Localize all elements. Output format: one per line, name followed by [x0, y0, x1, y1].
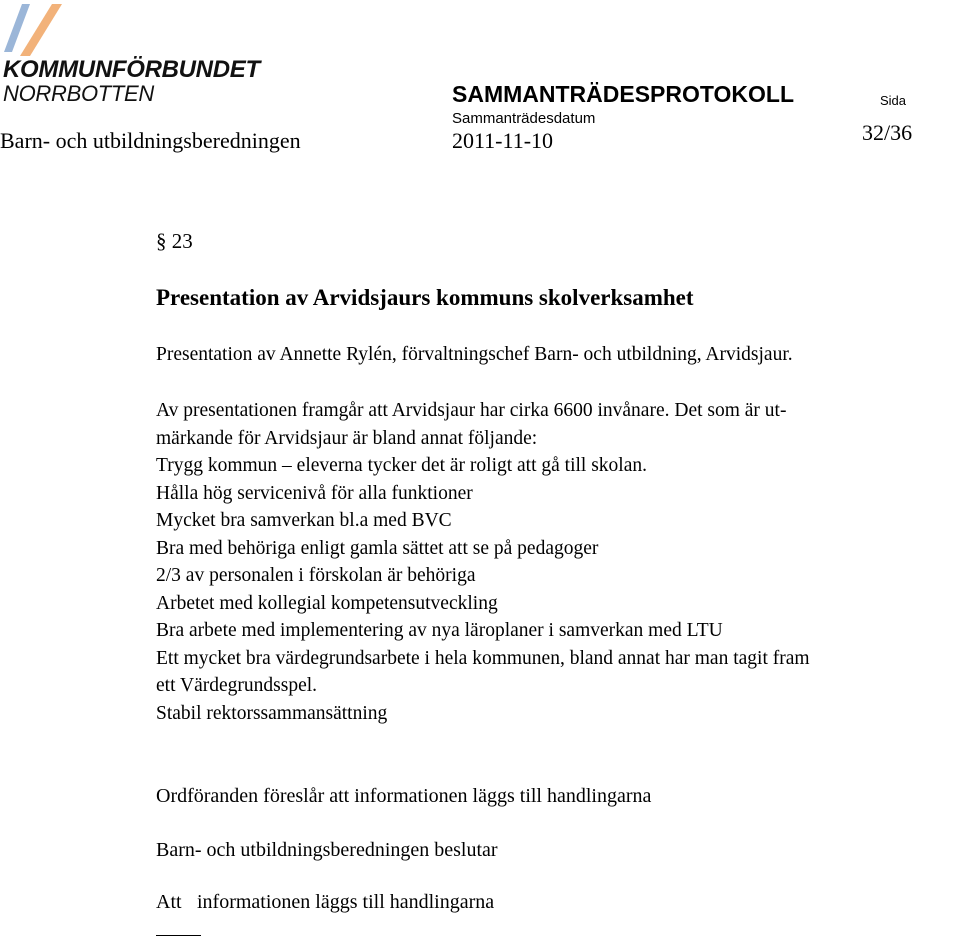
decision-text: informationen läggs till handlingarna [197, 891, 495, 913]
body-line: ett Värdegrundsspel. [156, 675, 318, 696]
body-line: Trygg kommun – eleverna tycker det är roligt att gå till skolan. [156, 455, 648, 476]
meeting-date: 2011-11-10 [452, 128, 554, 153]
body-line: Arbetet med kollegial kompetensutveckling [156, 592, 498, 614]
logo-text-line1: KOMMUNFÖRBUNDET [3, 56, 260, 83]
body-line: Av presentationen framgår att Arvidsjaur har cirka 6600 invånare. Det som är ut- [156, 400, 787, 421]
date-label: Sammanträdesdatum [452, 110, 596, 127]
body-line: Mycket bra samverkan bl.a med BVC [156, 510, 452, 531]
body-line: märkande för Arvidsjaur är bland annat följande: [156, 427, 538, 449]
body-line: Hålla hög servicenivå för alla funktioner [156, 482, 473, 504]
presentation-body [156, 397, 810, 727]
paragraph-number: § 23 [156, 229, 193, 253]
section-heading: Presentation av Arvidsjaurs kommuns skolverksamhet [156, 285, 694, 310]
end-rule [156, 935, 201, 936]
body-line: 2/3 av personalen i förskolan är behöriga [156, 565, 476, 586]
organization-name: Barn- och utbildningsberedningen [0, 128, 301, 153]
body-line: Bra med behöriga enligt gamla sättet att se på pedagoger [156, 537, 599, 559]
logo-text-line2: NORRBOTTEN [3, 81, 155, 106]
logo-stripes-icon [0, 0, 70, 60]
decision-intro: Barn- och utbildningsberedningen beslutar [156, 839, 498, 861]
decision-label: Att [156, 891, 182, 913]
body-line: Bra arbete med implementering av nya läroplaner i samverkan med LTU [156, 620, 723, 641]
body-line: Stabil rektorssammansättning [156, 702, 388, 724]
body-line: Ett mycket bra värdegrundsarbete i hela kommunen, bland annat har man tagit fram [156, 647, 810, 669]
page-number: 32/36 [862, 120, 913, 145]
chair-proposal: Ordföranden föreslår att informationen läggs till handlingarna [156, 785, 652, 807]
document-title: SAMMANTRÄDESPROTOKOLL [452, 81, 795, 107]
intro-text: Presentation av Annette Rylén, förvaltningschef Barn- och utbildning, Arvidsjaur. [156, 344, 793, 365]
logo [0, 0, 260, 110]
page-label: Sida [880, 93, 907, 108]
